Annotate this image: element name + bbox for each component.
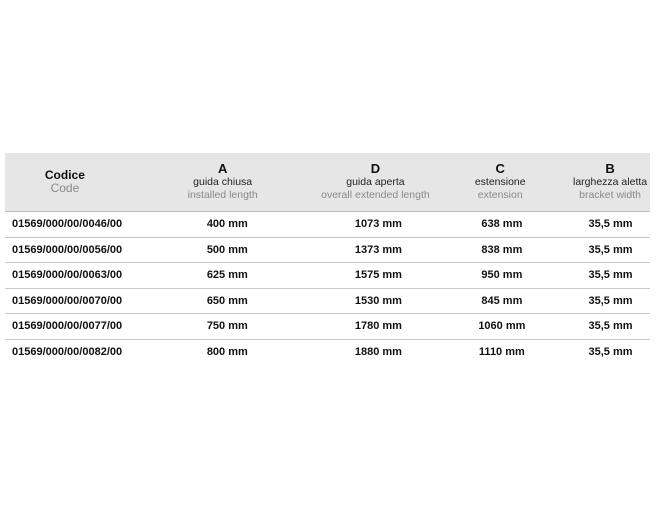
- cell-b: 35,5 mm: [588, 269, 633, 282]
- cell-code: 01569/000/00/0056/00: [12, 243, 123, 256]
- header-c-letter: C: [495, 161, 505, 176]
- header-b: [570, 162, 650, 202]
- cell-b: 35,5 mm: [588, 320, 633, 333]
- cell-b: 35,5 mm: [588, 218, 633, 231]
- cell-d: 1780 mm: [354, 320, 402, 333]
- header-code-en: Code: [50, 181, 80, 195]
- cell-a: 500 mm: [206, 243, 248, 256]
- cell-a: 625 mm: [206, 269, 248, 282]
- header-d-letter: D: [370, 161, 381, 176]
- cell-c: 638 mm: [481, 218, 523, 231]
- cell-b: 35,5 mm: [588, 345, 633, 358]
- cell-code: 01569/000/00/0063/00: [12, 269, 123, 282]
- spec-table: [5, 153, 650, 364]
- table-row: [5, 212, 650, 238]
- cell-code: 01569/000/00/0077/00: [12, 320, 123, 333]
- header-d-it: guida aperta: [346, 176, 405, 188]
- cell-code: 01569/000/00/0070/00: [12, 294, 123, 307]
- cell-code: 01569/000/00/0046/00: [12, 218, 123, 231]
- header-a-letter: A: [217, 161, 228, 176]
- header-c-en: extension: [477, 189, 523, 201]
- cell-d: 1073 mm: [354, 218, 402, 231]
- cell-a: 800 mm: [206, 345, 248, 358]
- table-row: [5, 340, 650, 365]
- table-row: [5, 314, 650, 340]
- cell-c: 950 mm: [481, 269, 523, 282]
- cell-b: 35,5 mm: [588, 294, 633, 307]
- header-b-letter: B: [605, 161, 615, 176]
- header-b-it: larghezza aletta: [572, 176, 648, 188]
- cell-d: 1575 mm: [354, 269, 402, 282]
- header-c: [430, 162, 570, 202]
- cell-b: 35,5 mm: [588, 243, 633, 256]
- cell-c: 1110 mm: [478, 345, 525, 358]
- cell-c: 1060 mm: [478, 320, 526, 333]
- cell-c: 845 mm: [481, 294, 523, 307]
- header-code: [5, 169, 125, 195]
- header-d: [321, 162, 431, 202]
- header-b-en: bracket width: [579, 189, 641, 201]
- header-a-it: guida chiusa: [193, 176, 253, 188]
- cell-a: 650 mm: [206, 294, 248, 307]
- cell-a: 750 mm: [206, 320, 248, 333]
- cell-code: 01569/000/00/0082/00: [12, 345, 123, 358]
- cell-d: 1530 mm: [354, 294, 402, 307]
- header-a: [125, 162, 321, 202]
- header-c-it: estensione: [474, 176, 526, 188]
- table-row: [5, 263, 650, 289]
- table-row: [5, 289, 650, 315]
- table-header: [5, 153, 650, 212]
- cell-c: 838 mm: [481, 243, 523, 256]
- header-d-en: overall extended length: [321, 189, 430, 201]
- table-body: [5, 212, 650, 364]
- cell-d: 1880 mm: [354, 345, 402, 358]
- table-row: [5, 238, 650, 264]
- cell-d: 1373 mm: [354, 243, 402, 256]
- header-code-it: Codice: [44, 168, 85, 182]
- cell-a: 400 mm: [206, 218, 248, 231]
- header-a-en: installed length: [187, 189, 258, 201]
